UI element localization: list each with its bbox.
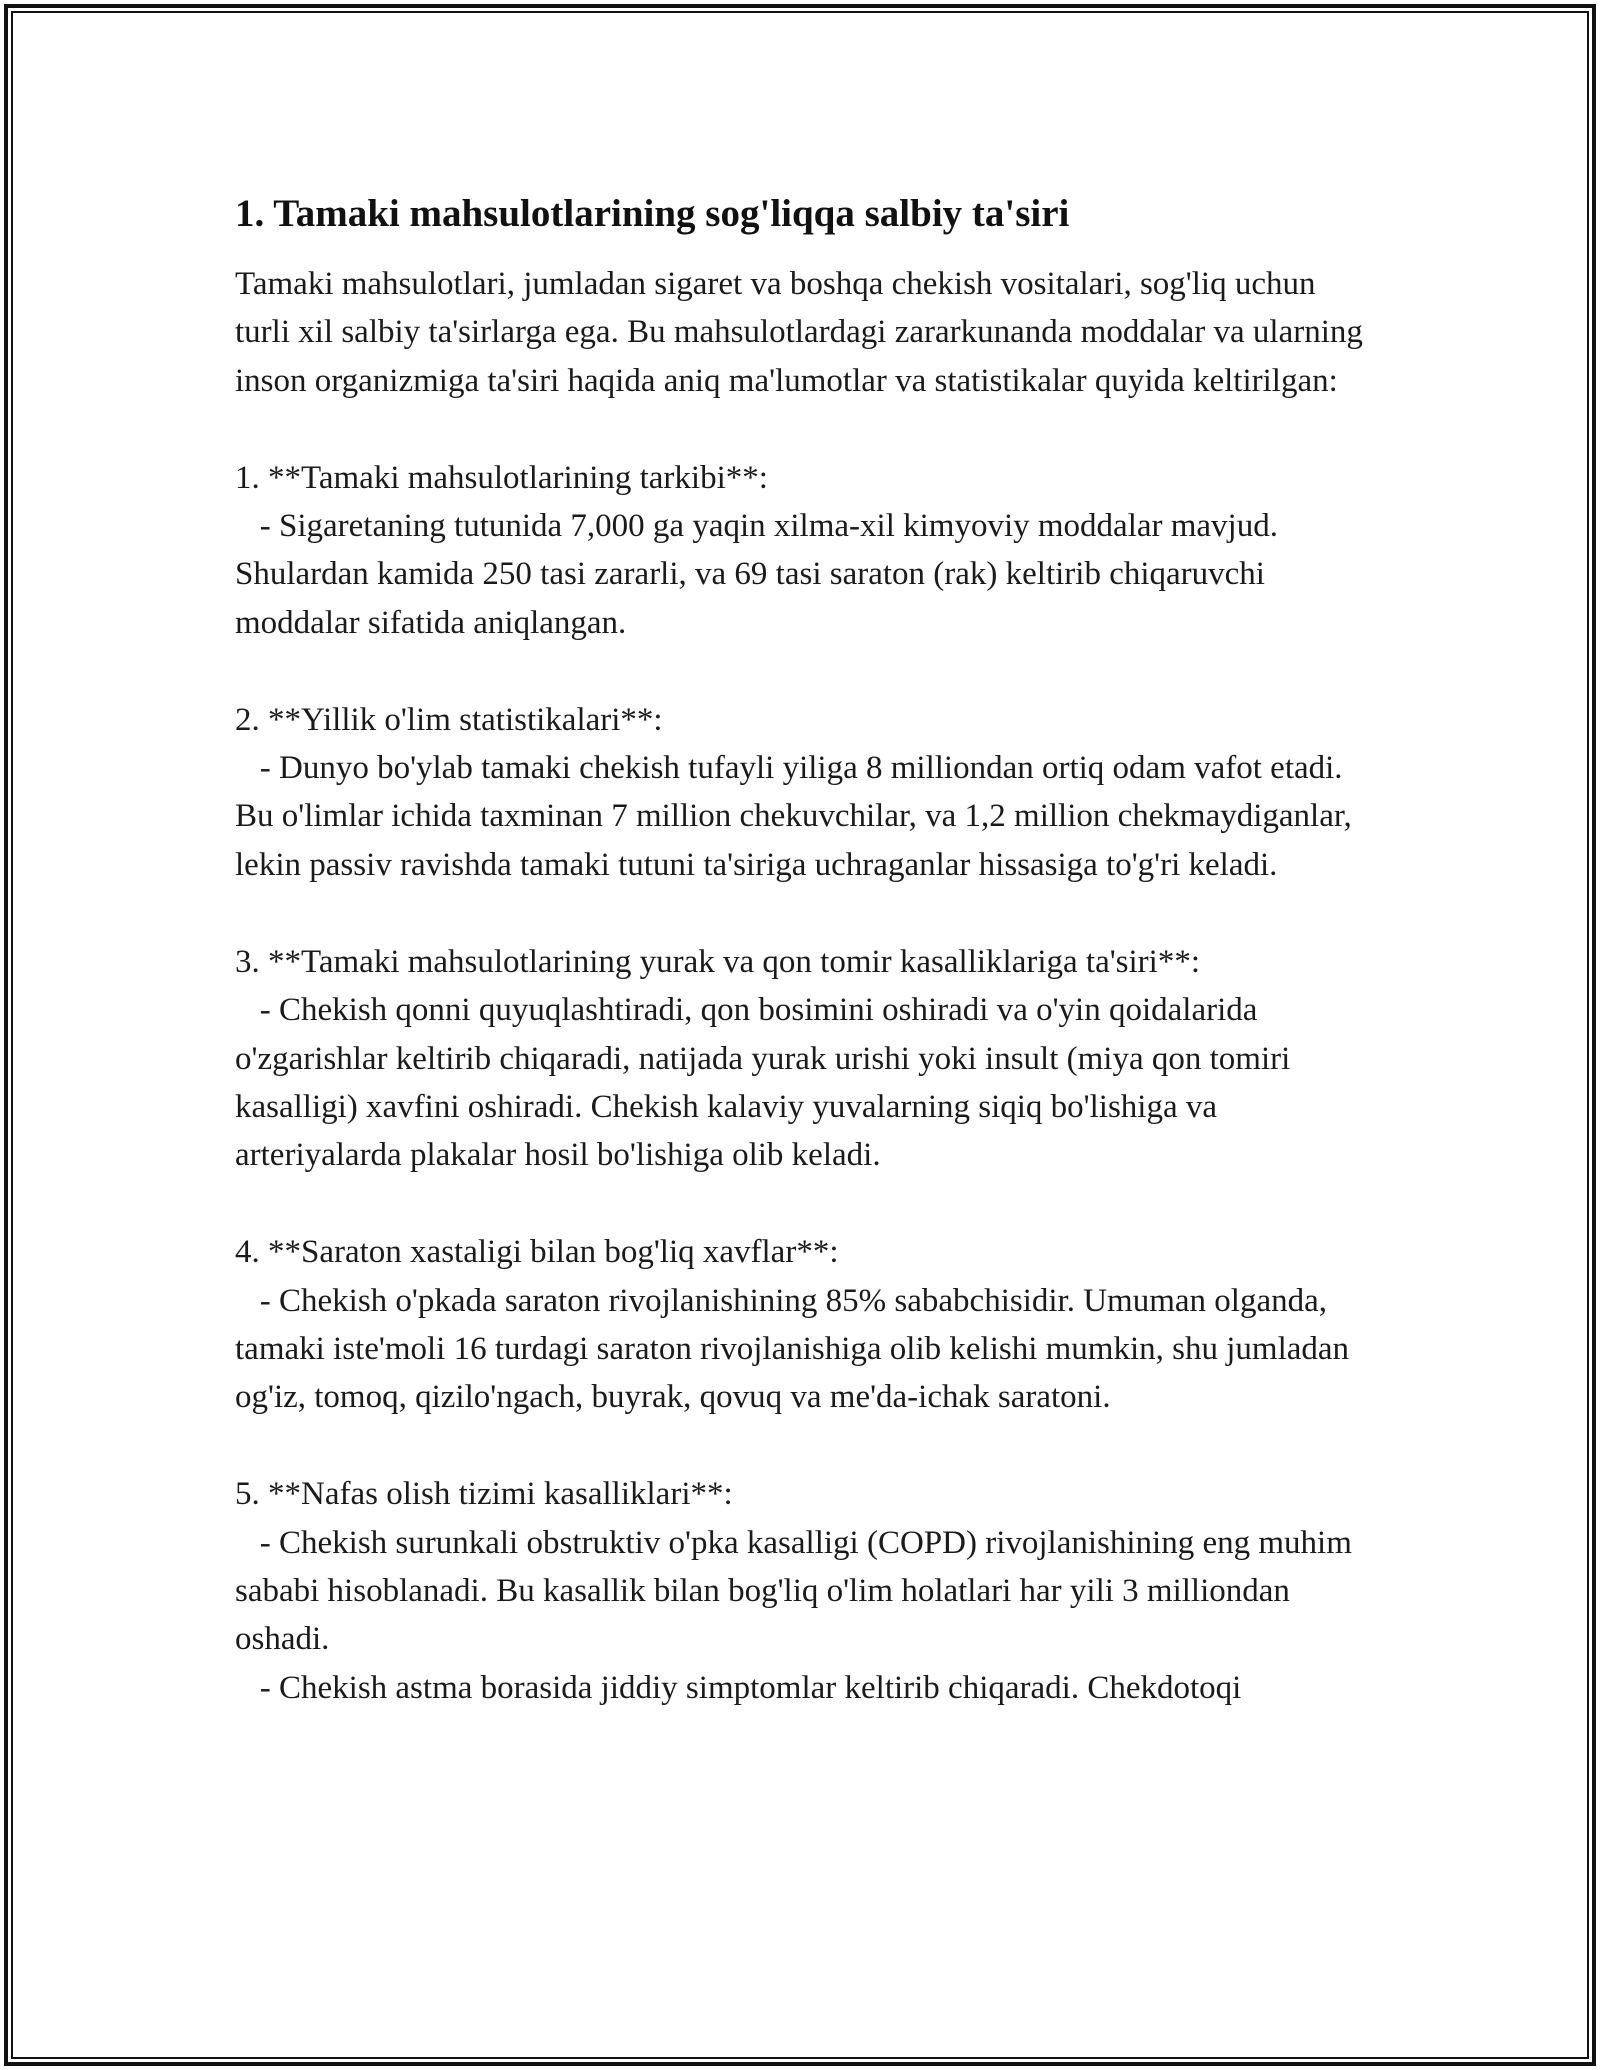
document-title: 1. Tamaki mahsulotlarining sog'liqqa salbiy ta'siri [235,192,1070,235]
document-body: Tamaki mahsulotlari, jumladan sigaret va boshqa chekish vositalari, sog'liq uchun turli xil salbiy ta'sirlarga ega. Bu mahsulotlardagi zararkunanda moddalar va ularning inson organizmiga ta'siri haqida aniq ma'lumotlar va statistikalar quyida keltirilgan: 1. **Tamaki mahsulotlarining tarkibi**: - Sigaretaning tutunida 7,000 ga yaqin xilma-xil kimyoviy moddalar mavjud. Shulardan kamida 250 tasi zararli, va 69 tasi saraton (rak) keltirib chiqaruvchi moddalar sifatida aniqlangan. 2. **Yillik o'lim statistikalari**: - Dunyo bo'ylab tamaki chekish tufayli yiliga 8 milliondan ortiq odam vafot etadi. Bu o'limlar ichida taxminan 7 million chekuvchilar, va 1,2 million chekmaydiganlar, lekin passiv ravishda tamaki tutuni ta'siriga uchraganlar hissasiga to'g'ri keladi. 3. **Tamaki mahsulotlarining yurak va qon tomir kasalliklariga ta'siri**: - Chekish qonni quyuqlashtiradi, qon bosimini oshiradi va o'yin qoidalarida o'zgarishlar keltirib chiqaradi, natijada yurak urishi yoki insult (miya qon tomiri kasalligi) xavfini oshiradi. Chekish kalaviy yuvalarning siqiq bo'lishiga va arteriyalarda plakalar hosil bo'lishiga olib keladi. 4. **Saraton xastaligi bilan bog'liq xavflar**: - Chekish o'pkada saraton rivojlanishining 85% sababchisidir. Umuman olganda, tamaki iste'moli 16 turdagi saraton rivojlanishiga olib kelishi mumkin, shu jumladan og'iz, tomoq, qizilo'ngach, buyrak, qovuq va me'da-ichak saratoni. 5. **Nafas olish tizimi kasalliklari**: - Chekish surunkali obstruktiv o'pka kasalligi (COPD) rivojlanishining eng muhim sababi hisoblanadi. Bu kasallik bilan bog'liq o'lim holatlari har yili 3 milliondan oshadi. - Chekish astma borasida jiddiy simptomlar keltirib chiqaradi. Chekdotoqi [235,266,1363,1706]
document-content [235,186,1375,1712]
